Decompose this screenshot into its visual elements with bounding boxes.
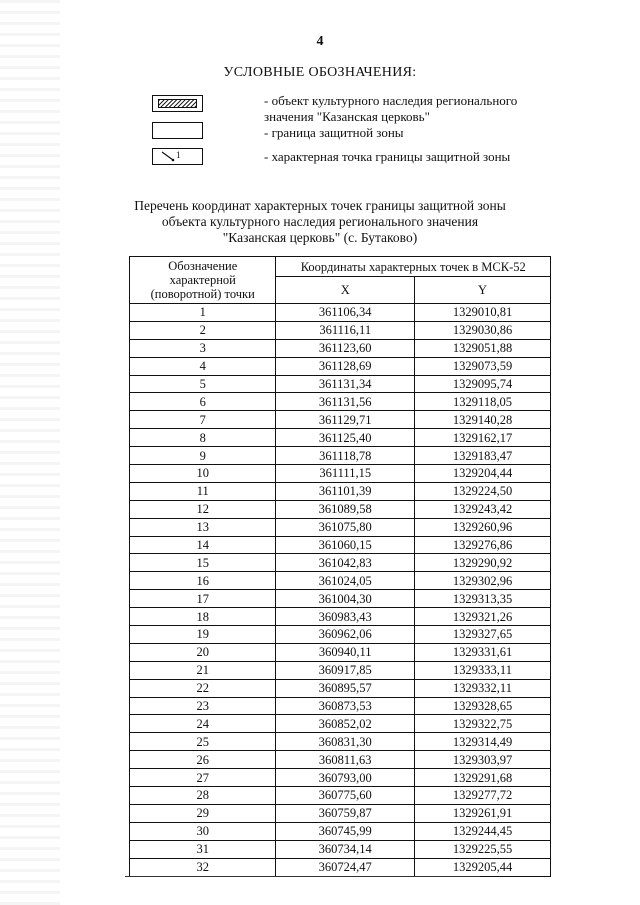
- x-coordinate-cell: 360759,87: [276, 804, 415, 822]
- point-number-cell: 11: [130, 482, 276, 500]
- x-coordinate-cell: 361125,40: [276, 429, 415, 447]
- point-number-cell: 4: [130, 357, 276, 375]
- y-coordinate-cell: 1329224,50: [415, 482, 551, 500]
- table-row: [130, 339, 551, 357]
- caption-line: объекта культурного наследия регионального значения: [161, 214, 479, 229]
- table-row: [130, 411, 551, 429]
- legend-item-text: - граница защитной зоны: [264, 125, 404, 140]
- point-number-cell: 6: [130, 393, 276, 411]
- point-number-cell: 12: [130, 500, 276, 518]
- point-number-cell: 3: [130, 339, 276, 357]
- y-coordinate-cell: 1329205,44: [415, 858, 551, 876]
- x-coordinate-cell: 361075,80: [276, 518, 415, 536]
- y-coordinate-cell: 1329204,44: [415, 465, 551, 483]
- table-row: [130, 697, 551, 715]
- point-number-cell: 16: [130, 572, 276, 590]
- point-number-cell: 29: [130, 804, 276, 822]
- x-coordinate-cell: 360724,47: [276, 858, 415, 876]
- table-row: [130, 393, 551, 411]
- x-coordinate-cell: 360831,30: [276, 733, 415, 751]
- x-coordinate-cell: 360940,11: [276, 643, 415, 661]
- x-coordinate-cell: 360895,57: [276, 679, 415, 697]
- y-coordinate-cell: 1329073,59: [415, 357, 551, 375]
- boundary-point-icon: [152, 148, 203, 165]
- empty-rectangle-icon: [152, 122, 203, 139]
- y-coordinate-cell: 1329328,65: [415, 697, 551, 715]
- y-coordinate-cell: 1329051,88: [415, 339, 551, 357]
- y-coordinate-cell: 1329331,61: [415, 643, 551, 661]
- y-coordinate-cell: 1329290,92: [415, 554, 551, 572]
- y-coordinate-cell: 1329277,72: [415, 787, 551, 805]
- x-coordinate-cell: 360873,53: [276, 697, 415, 715]
- point-number-cell: 17: [130, 590, 276, 608]
- y-coordinate-cell: 1329314,49: [415, 733, 551, 751]
- boundary-point-number: 1: [176, 150, 181, 160]
- x-coordinate-cell: 361118,78: [276, 447, 415, 465]
- table-row: [130, 608, 551, 626]
- x-coordinate-cell: 360983,43: [276, 608, 415, 626]
- table-row: [130, 840, 551, 858]
- point-number-cell: 22: [130, 679, 276, 697]
- x-coordinate-cell: 361101,39: [276, 482, 415, 500]
- header-y: Y: [415, 277, 551, 304]
- point-number-cell: 24: [130, 715, 276, 733]
- table-row: [130, 304, 551, 322]
- y-coordinate-cell: 1329095,74: [415, 375, 551, 393]
- x-coordinate-cell: 361123,60: [276, 339, 415, 357]
- table-row: [130, 536, 551, 554]
- point-number-cell: 18: [130, 608, 276, 626]
- table-row: [130, 554, 551, 572]
- table-row: [130, 572, 551, 590]
- y-coordinate-cell: 1329332,11: [415, 679, 551, 697]
- scan-edge-noise: [0, 0, 60, 905]
- x-coordinate-cell: 361116,11: [276, 321, 415, 339]
- y-coordinate-cell: 1329260,96: [415, 518, 551, 536]
- y-coordinate-cell: 1329327,65: [415, 626, 551, 644]
- point-number-cell: 2: [130, 321, 276, 339]
- x-coordinate-cell: 360962,06: [276, 626, 415, 644]
- x-coordinate-cell: 360775,60: [276, 787, 415, 805]
- table-row: [130, 321, 551, 339]
- table-row: [130, 518, 551, 536]
- x-coordinate-cell: 360745,99: [276, 822, 415, 840]
- coordinates-table: [129, 256, 551, 877]
- y-coordinate-cell: 1329162,17: [415, 429, 551, 447]
- hatched-rectangle-icon: [152, 95, 203, 112]
- y-coordinate-cell: 1329276,86: [415, 536, 551, 554]
- y-coordinate-cell: 1329244,45: [415, 822, 551, 840]
- y-coordinate-cell: 1329322,75: [415, 715, 551, 733]
- point-number-cell: 8: [130, 429, 276, 447]
- table-row: [130, 429, 551, 447]
- page-number: 4: [316, 34, 324, 49]
- table-row: [130, 733, 551, 751]
- header-coordinates: Координаты характерных точек в МСК-52: [276, 257, 551, 277]
- table-caption: [0, 198, 640, 246]
- point-number-cell: 10: [130, 465, 276, 483]
- x-coordinate-cell: 361089,58: [276, 500, 415, 518]
- table-row: [130, 626, 551, 644]
- table-row: [130, 822, 551, 840]
- x-coordinate-cell: 361106,34: [276, 304, 415, 322]
- y-coordinate-cell: 1329321,26: [415, 608, 551, 626]
- header-x: X: [276, 277, 415, 304]
- footer-rule: [125, 876, 480, 877]
- x-coordinate-cell: 361042,83: [276, 554, 415, 572]
- x-coordinate-cell: 361131,56: [276, 393, 415, 411]
- point-number-cell: 23: [130, 697, 276, 715]
- header-point-designation: Обозначение характерной (поворотной) точки: [130, 257, 276, 304]
- x-coordinate-cell: 360917,85: [276, 661, 415, 679]
- table-row: [130, 465, 551, 483]
- point-number-cell: 25: [130, 733, 276, 751]
- x-coordinate-cell: 361111,15: [276, 465, 415, 483]
- table-row: [130, 679, 551, 697]
- point-number-cell: 31: [130, 840, 276, 858]
- x-coordinate-cell: 360793,00: [276, 769, 415, 787]
- y-coordinate-cell: 1329118,05: [415, 393, 551, 411]
- table-row: [130, 590, 551, 608]
- y-coordinate-cell: 1329302,96: [415, 572, 551, 590]
- table-row: [130, 787, 551, 805]
- point-number-cell: 7: [130, 411, 276, 429]
- point-number-cell: 30: [130, 822, 276, 840]
- table-row: [130, 661, 551, 679]
- point-number-cell: 1: [130, 304, 276, 322]
- y-coordinate-cell: 1329140,28: [415, 411, 551, 429]
- x-coordinate-cell: 361131,34: [276, 375, 415, 393]
- table-row: [130, 375, 551, 393]
- y-coordinate-cell: 1329261,91: [415, 804, 551, 822]
- point-number-cell: 27: [130, 769, 276, 787]
- y-coordinate-cell: 1329225,55: [415, 840, 551, 858]
- x-coordinate-cell: 360811,63: [276, 751, 415, 769]
- table-row: [130, 715, 551, 733]
- table-row: [130, 643, 551, 661]
- legend-item-text-continued: значения "Казанская церковь": [264, 109, 430, 124]
- legend-title: УСЛОВНЫЕ ОБОЗНАЧЕНИЯ:: [223, 65, 417, 80]
- table-row: [130, 500, 551, 518]
- point-number-cell: 20: [130, 643, 276, 661]
- y-coordinate-cell: 1329291,68: [415, 769, 551, 787]
- y-coordinate-cell: 1329010,81: [415, 304, 551, 322]
- x-coordinate-cell: 361060,15: [276, 536, 415, 554]
- point-number-cell: 32: [130, 858, 276, 876]
- table-row: [130, 482, 551, 500]
- table-row: [130, 357, 551, 375]
- x-coordinate-cell: 361128,69: [276, 357, 415, 375]
- legend-item-text: - характерная точка границы защитной зоны: [264, 149, 511, 164]
- point-number-cell: 28: [130, 787, 276, 805]
- legend-item-text: - объект культурного наследия регионального: [264, 93, 518, 108]
- y-coordinate-cell: 1329030,86: [415, 321, 551, 339]
- y-coordinate-cell: 1329243,42: [415, 500, 551, 518]
- table-row: [130, 804, 551, 822]
- y-coordinate-cell: 1329313,35: [415, 590, 551, 608]
- x-coordinate-cell: 361024,05: [276, 572, 415, 590]
- x-coordinate-cell: 360852,02: [276, 715, 415, 733]
- point-number-cell: 14: [130, 536, 276, 554]
- caption-line: "Казанская церковь" (с. Бутаково): [222, 230, 418, 245]
- point-number-cell: 5: [130, 375, 276, 393]
- point-number-cell: 13: [130, 518, 276, 536]
- x-coordinate-cell: 361004,30: [276, 590, 415, 608]
- point-number-cell: 15: [130, 554, 276, 572]
- y-coordinate-cell: 1329333,11: [415, 661, 551, 679]
- point-number-cell: 26: [130, 751, 276, 769]
- x-coordinate-cell: 360734,14: [276, 840, 415, 858]
- point-number-cell: 19: [130, 626, 276, 644]
- point-number-cell: 9: [130, 447, 276, 465]
- table-row: [130, 751, 551, 769]
- y-coordinate-cell: 1329303,97: [415, 751, 551, 769]
- point-number-cell: 21: [130, 661, 276, 679]
- table-row: [130, 447, 551, 465]
- table-row: [130, 769, 551, 787]
- y-coordinate-cell: 1329183,47: [415, 447, 551, 465]
- caption-line: Перечень координат характерных точек границы защитной зоны: [134, 198, 506, 213]
- table-row: [130, 858, 551, 876]
- x-coordinate-cell: 361129,71: [276, 411, 415, 429]
